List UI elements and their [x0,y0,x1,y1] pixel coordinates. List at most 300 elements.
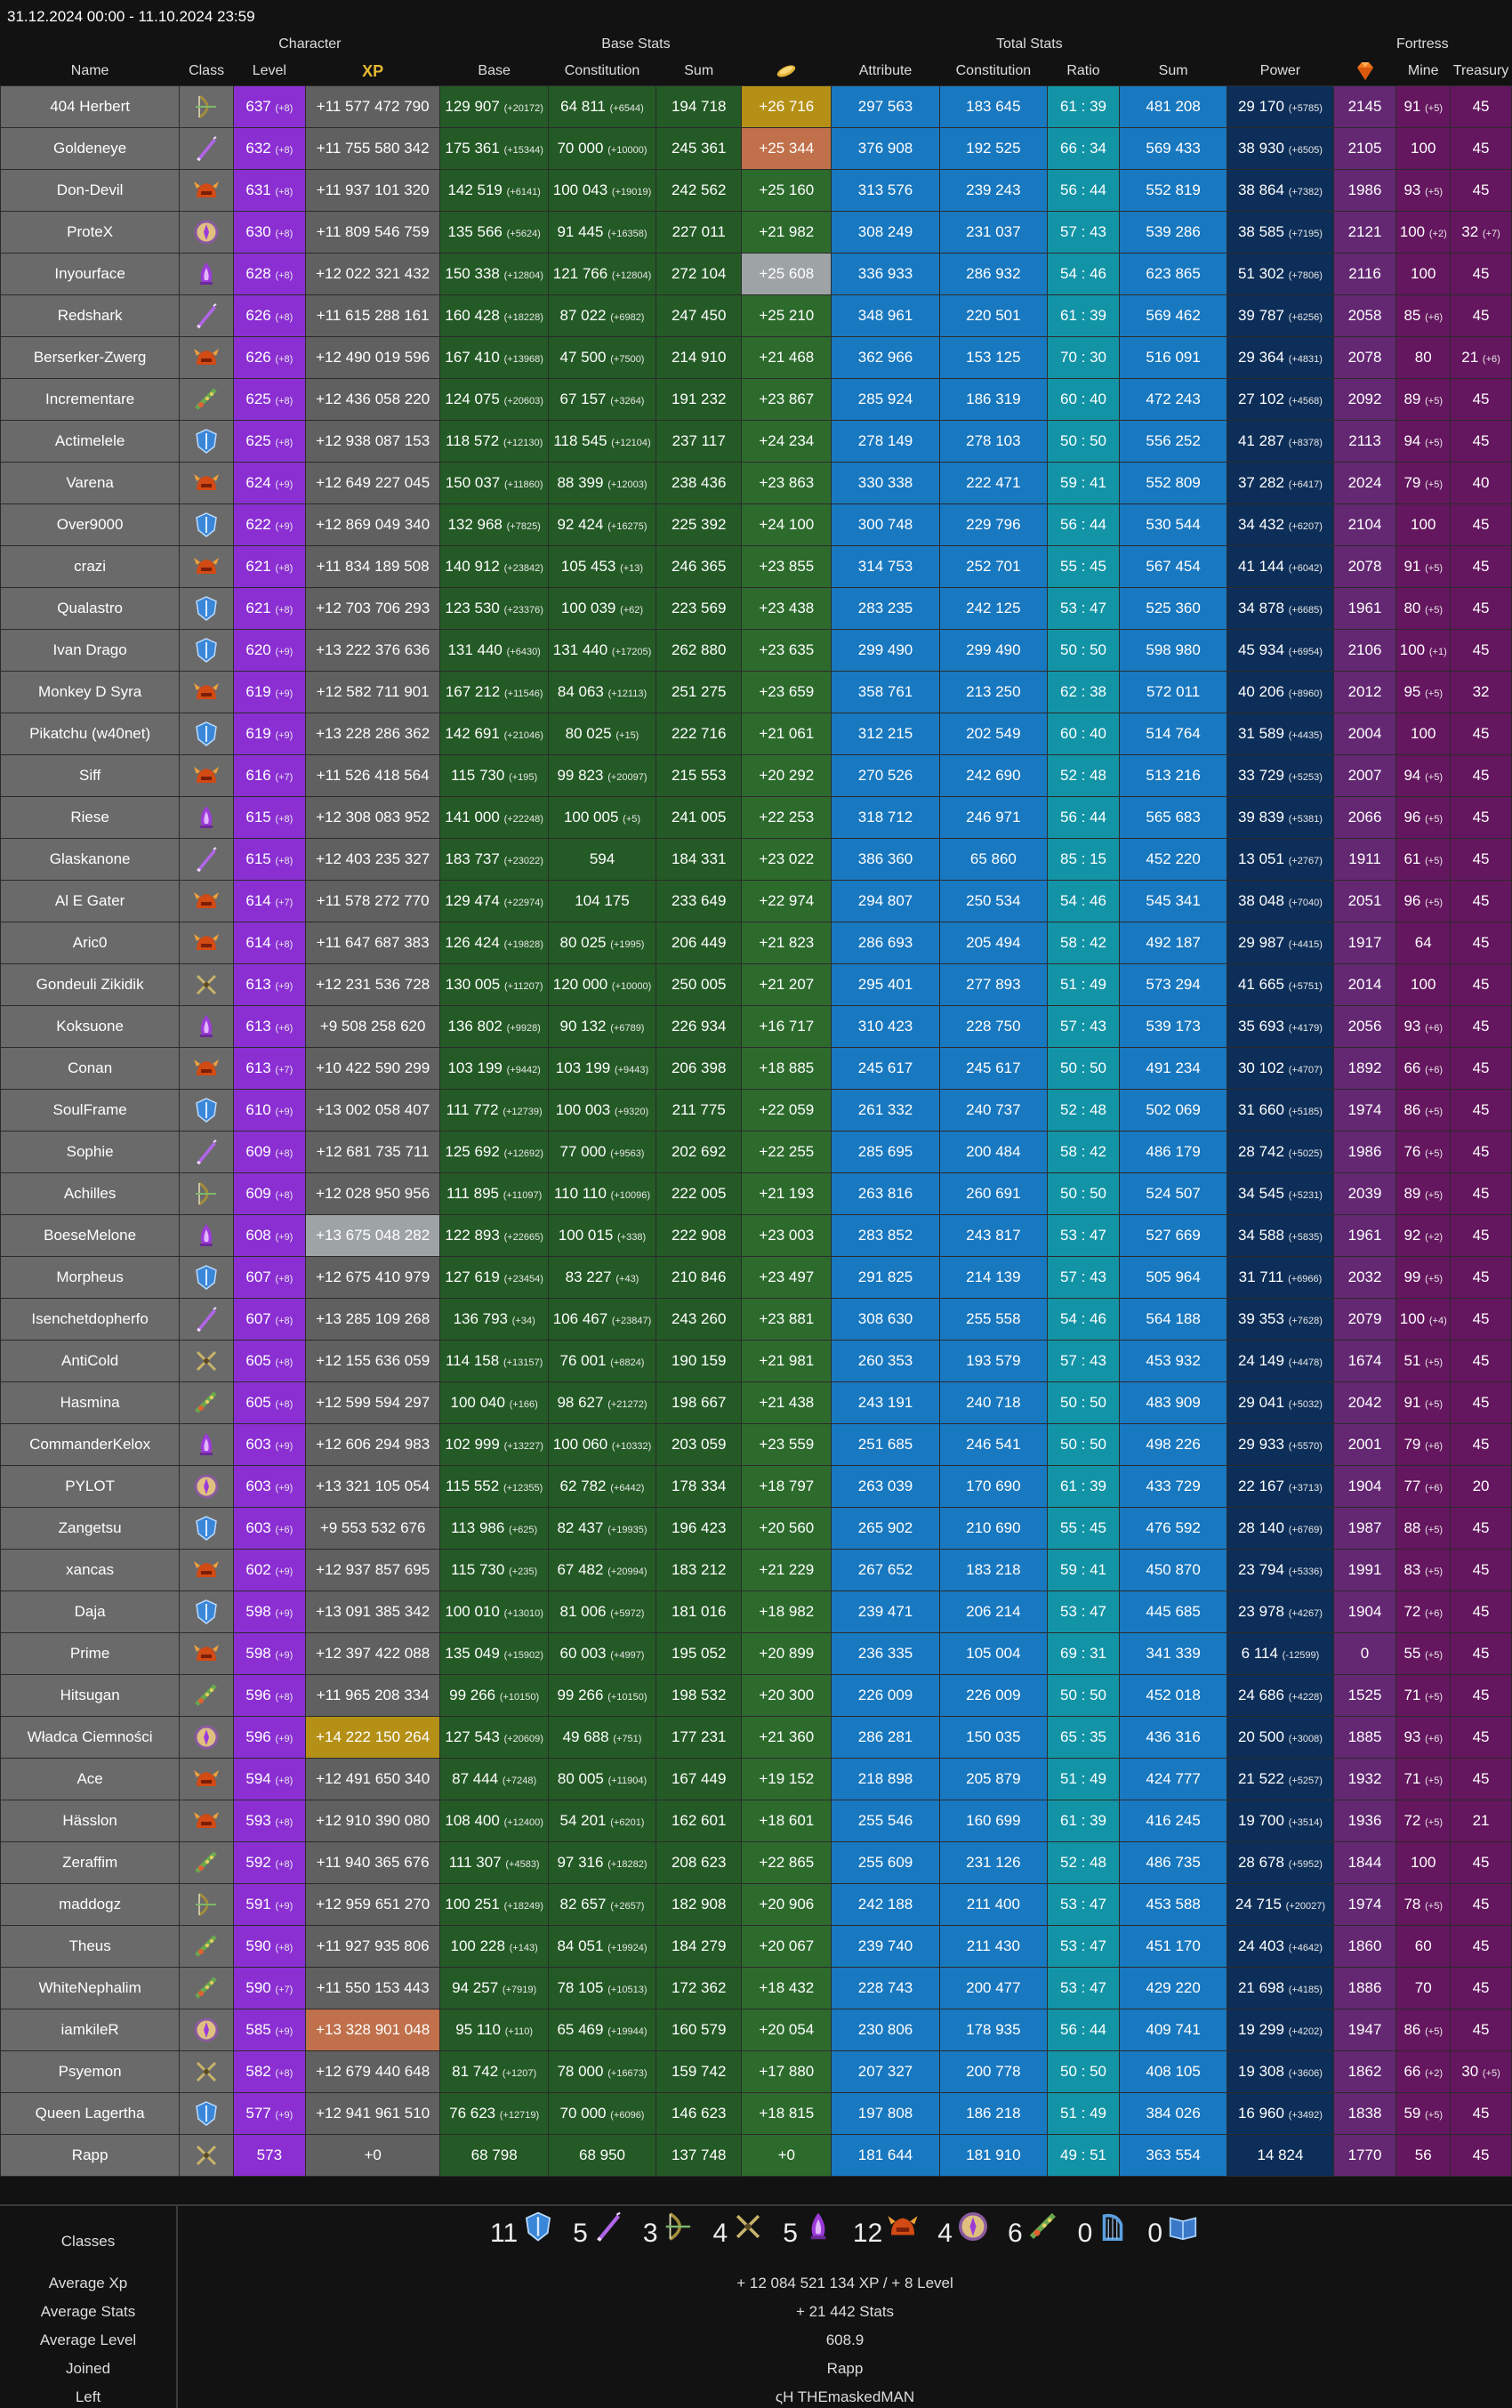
table-row[interactable] [1,2050,1512,2092]
table-row[interactable] [1,127,1512,169]
xp-cell-value: +12 941 961 510 [316,2104,430,2122]
table-row[interactable] [1,1005,1512,1047]
table-row[interactable] [1,1591,1512,1632]
col-base[interactable]: Base [440,58,548,85]
level-cell-value: 637 [245,97,271,115]
fortress-cell [1333,2134,1396,2176]
mine-cell-delta: (+5) [1425,1273,1443,1285]
table-row[interactable] [1,1674,1512,1716]
constitution-cell-value: 82 437 [557,1518,604,1536]
player-name[interactable] [1,211,180,253]
constitution-cell-delta: (+9443) [614,1064,649,1075]
col-total-constitution[interactable]: Constitution [939,58,1047,85]
fortress-cell [1333,1800,1396,1841]
table-row[interactable] [1,1967,1512,2009]
table-row[interactable] [1,838,1512,880]
player-name[interactable] [1,1716,180,1758]
mine-cell-value: 66 [1403,1059,1421,1076]
player-name[interactable] [1,1549,180,1591]
player-name[interactable] [1,336,180,378]
table-row[interactable] [1,1131,1512,1172]
table-row[interactable] [1,1716,1512,1758]
bonus-cell [742,1549,832,1591]
treasury-cell [1451,1005,1512,1047]
col-power[interactable]: Power [1227,58,1333,85]
table-row[interactable] [1,1047,1512,1089]
attribute-cell [832,378,939,420]
mine-cell-delta: (+2) [1425,2067,1443,2079]
col-bonus[interactable] [742,58,832,85]
table-row[interactable] [1,1841,1512,1883]
total-sum-cell [1119,1423,1226,1465]
avg-stats-label: Average Stats [40,2303,136,2320]
player-name[interactable] [1,1800,180,1841]
player-name[interactable] [1,1005,180,1047]
ratio-cell-value: 53 : 47 [1059,1226,1106,1244]
player-name[interactable] [1,169,180,211]
player-name[interactable] [1,838,180,880]
col-level[interactable]: Level [233,58,305,85]
xp-cell [305,1256,440,1298]
level-cell-delta: (+9) [275,1440,294,1452]
player-name[interactable] [1,1340,180,1381]
attribute-cell [832,1340,939,1381]
bonus-cell-value: +23 022 [759,850,815,867]
fortress-cell-value: 1674 [1347,1351,1382,1369]
ratio-cell-value: 69 : 31 [1059,1644,1106,1662]
sum-cell [656,169,742,211]
table-row[interactable] [1,378,1512,420]
table-row[interactable] [1,85,1512,127]
base-cell [440,2050,548,2092]
player-name[interactable] [1,1047,180,1089]
level-cell-value: 603 [245,1518,271,1536]
class-cell [180,1925,234,1967]
base-cell-delta: (+34) [511,1315,535,1326]
level-cell-value: 622 [245,515,271,533]
ratio-cell-value: 55 : 45 [1059,557,1106,575]
treasury-cell [1451,754,1512,796]
level-cell [233,1674,305,1716]
table-row[interactable] [1,880,1512,922]
player-name[interactable] [1,1967,180,2009]
player-name[interactable] [1,629,180,671]
berserker-icon [192,176,221,205]
total-constitution-cell-value: 255 558 [966,1309,1021,1327]
table-row[interactable] [1,1507,1512,1549]
mine-cell [1396,922,1451,963]
constitution-cell-value: 97 316 [557,1853,604,1871]
base-cell [440,713,548,754]
player-name[interactable] [1,1507,180,1549]
class-count-item [1078,2217,1130,2251]
power-cell-value: 24 403 [1237,1937,1284,1954]
base-cell-value: 124 075 [445,390,500,407]
player-name[interactable] [1,1632,180,1674]
power-cell-delta: (+20027) [1285,1900,1325,1912]
total-constitution-cell [939,1340,1047,1381]
xp-cell-value: +12 028 950 956 [316,1184,430,1202]
base-cell-delta: (+10150) [499,1691,540,1703]
player-name[interactable] [1,1465,180,1507]
col-name[interactable]: Name [1,58,180,85]
constitution-cell-value: 49 688 [562,1727,609,1745]
table-row[interactable] [1,1632,1512,1674]
player-name-text: Glaskanone [49,850,131,867]
base-cell-delta: (+235) [509,1566,538,1577]
xp-cell-value: +12 681 735 711 [316,1142,430,1160]
left-value: ςH THEmaskedMAN [775,2388,915,2405]
scout-icon [192,1347,221,1375]
ratio-cell-value: 51 : 49 [1059,1769,1106,1787]
xp-cell [305,754,440,796]
class-count-value: 5 [573,2219,588,2248]
base-cell [440,336,548,378]
total-sum-cell-value: 486 179 [1146,1142,1201,1160]
table-row[interactable] [1,545,1512,587]
bonus-cell [742,253,832,294]
player-name[interactable] [1,462,180,503]
player-name[interactable] [1,1758,180,1800]
attribute-cell [832,127,939,169]
player-name[interactable] [1,253,180,294]
level-cell-delta: (+7) [275,771,294,783]
assassin-icon [192,1305,221,1333]
level-cell [233,1256,305,1298]
table-row[interactable] [1,1256,1512,1298]
base-cell-value: 100 251 [445,1895,500,1913]
table-row[interactable] [1,2009,1512,2050]
power-cell-value: 29 170 [1237,97,1284,115]
player-name[interactable] [1,1591,180,1632]
level-cell-value: 598 [245,1644,271,1662]
attribute-cell-value: 308 249 [857,222,913,240]
table-row[interactable] [1,587,1512,629]
total-sum-cell [1119,1465,1226,1507]
fortress-cell [1333,1256,1396,1298]
table-row[interactable] [1,713,1512,754]
mine-cell-value: 78 [1403,1895,1421,1913]
treasury-cell [1451,1089,1512,1131]
power-cell [1227,963,1333,1005]
mine-cell-delta: (+6) [1425,1733,1443,1744]
mine-cell [1396,1089,1451,1131]
player-name[interactable] [1,1674,180,1716]
xp-cell [305,545,440,587]
sum-cell [656,294,742,336]
constitution-cell-value: 67 157 [559,390,607,407]
table-row[interactable] [1,1758,1512,1800]
table-row[interactable] [1,671,1512,713]
player-name[interactable] [1,1256,180,1298]
assassin-icon [591,2210,625,2243]
mine-cell-delta: (+5) [1425,1816,1443,1828]
level-cell-delta: (+8) [275,311,294,323]
sum-cell-value: 243 260 [671,1309,727,1327]
table-row[interactable] [1,211,1512,253]
player-name-text: Al E Gater [54,891,125,909]
table-row[interactable] [1,1172,1512,1214]
xp-cell [305,1005,440,1047]
player-name[interactable] [1,880,180,922]
level-cell [233,1632,305,1674]
sum-cell-value: 226 934 [671,1017,727,1035]
fortress-cell-value: 1986 [1347,181,1382,198]
attribute-cell [832,1967,939,2009]
xp-cell-value: +12 308 083 952 [316,808,430,825]
sum-cell-value: 198 667 [671,1393,727,1411]
table-row[interactable] [1,1340,1512,1381]
attribute-cell-value: 308 630 [857,1309,913,1327]
xp-cell [305,420,440,462]
player-name[interactable] [1,2134,180,2176]
col-class[interactable]: Class [180,58,234,85]
player-name[interactable] [1,1423,180,1465]
table-row[interactable] [1,1214,1512,1256]
class-cell [180,963,234,1005]
bonus-cell-value: +23 559 [759,1435,815,1453]
berserker-icon [192,887,221,915]
base-cell [440,253,548,294]
treasury-cell [1451,1549,1512,1591]
table-row[interactable] [1,2134,1512,2176]
treasury-cell-value: 45 [1472,1769,1490,1787]
demon-hunter-icon [192,218,221,246]
mine-cell-value: 100 [1399,640,1426,658]
ratio-cell [1048,796,1120,838]
total-sum-cell-value: 552 819 [1146,181,1201,198]
col-attribute[interactable]: Attribute [832,58,939,85]
constitution-cell-value: 121 766 [552,264,608,282]
sum-cell-value: 172 362 [671,1978,727,1996]
attribute-cell-value: 310 423 [857,1017,913,1035]
level-cell-delta: (+8) [275,1315,294,1326]
mine-cell-value: 100 [1411,515,1436,533]
table-row[interactable] [1,420,1512,462]
attribute-cell [832,1549,939,1591]
player-name[interactable] [1,378,180,420]
total-constitution-cell-value: 278 103 [966,431,1021,449]
treasury-cell-value: 45 [1472,97,1490,115]
xp-icon: XP [362,61,384,80]
table-row[interactable] [1,629,1512,671]
mine-cell-value: 96 [1403,808,1421,825]
player-name[interactable] [1,1131,180,1172]
berserker-icon [886,2210,920,2243]
player-name[interactable] [1,963,180,1005]
power-cell [1227,1800,1333,1841]
player-name[interactable] [1,127,180,169]
constitution-cell-delta: (+43) [615,1273,639,1285]
table-row[interactable] [1,1465,1512,1507]
mine-cell-value: 72 [1403,1602,1421,1620]
mine-cell [1396,1800,1451,1841]
constitution-cell-value: 92 424 [557,515,604,533]
player-name[interactable] [1,503,180,545]
class-cell [180,587,234,629]
player-name[interactable] [1,1841,180,1883]
power-cell [1227,1131,1333,1172]
table-row[interactable] [1,754,1512,796]
total-sum-cell-value: 530 544 [1146,515,1201,533]
xp-cell-value: +12 155 636 059 [316,1351,430,1369]
level-cell-value: 596 [245,1686,271,1703]
player-name[interactable] [1,2050,180,2092]
table-row[interactable] [1,1549,1512,1591]
player-name[interactable] [1,754,180,796]
col-treasury[interactable]: Treasury [1451,58,1512,85]
mine-cell-value: 92 [1403,1226,1421,1244]
base-cell [440,169,548,211]
constitution-cell-value: 100 043 [552,181,608,198]
player-name[interactable] [1,713,180,754]
total-sum-cell [1119,1967,1226,2009]
col-total-sum[interactable]: Sum [1119,58,1226,85]
player-name[interactable] [1,796,180,838]
table-row[interactable] [1,253,1512,294]
col-mine[interactable]: Mine [1396,58,1451,85]
base-cell [440,880,548,922]
power-cell-value: 28 742 [1237,1142,1284,1160]
level-cell [233,754,305,796]
player-name[interactable] [1,1883,180,1925]
table-row[interactable] [1,503,1512,545]
player-name[interactable] [1,294,180,336]
attribute-cell [832,963,939,1005]
bonus-cell [742,880,832,922]
table-row[interactable] [1,2092,1512,2134]
attribute-cell [832,1716,939,1758]
base-cell-value: 94 257 [452,1978,499,1996]
player-name[interactable] [1,545,180,587]
mine-cell [1396,85,1451,127]
total-sum-cell-value: 564 188 [1146,1309,1201,1327]
mine-cell-delta: (+5) [1425,1148,1443,1159]
player-name[interactable] [1,671,180,713]
sum-cell-value: 184 331 [671,850,727,867]
power-cell [1227,378,1333,420]
total-sum-cell [1119,1214,1226,1256]
mine-cell-delta: (+5) [1425,1106,1443,1117]
table-row[interactable] [1,1883,1512,1925]
table-row[interactable] [1,336,1512,378]
constitution-cell [548,420,655,462]
player-name[interactable] [1,587,180,629]
total-constitution-cell [939,963,1047,1005]
level-cell-delta: (+9) [275,2025,294,2037]
table-row[interactable] [1,1925,1512,1967]
mine-cell-delta: (+5) [1425,395,1443,407]
treasury-cell [1451,1381,1512,1423]
player-name[interactable] [1,1925,180,1967]
col-fortress[interactable] [1333,58,1396,85]
table-row[interactable] [1,1381,1512,1423]
player-name[interactable] [1,1214,180,1256]
ratio-cell [1048,1381,1120,1423]
bonus-cell [742,838,832,880]
player-name[interactable] [1,1298,180,1340]
constitution-cell [548,503,655,545]
level-cell-value: 598 [245,1602,271,1620]
table-row[interactable] [1,1423,1512,1465]
base-cell [440,1047,548,1089]
player-name[interactable] [1,2009,180,2050]
xp-cell [305,1800,440,1841]
mine-cell [1396,1131,1451,1172]
table-row[interactable] [1,462,1512,503]
constitution-cell-delta: (+10332) [611,1440,652,1452]
table-row[interactable] [1,922,1512,963]
base-cell [440,211,548,253]
total-sum-cell-value: 527 669 [1146,1226,1201,1244]
table-row[interactable] [1,796,1512,838]
total-constitution-cell [939,671,1047,713]
player-name[interactable] [1,1172,180,1214]
xp-cell-value: +12 606 294 983 [316,1435,430,1453]
col-ratio[interactable]: Ratio [1048,58,1120,85]
col-xp[interactable] [305,58,440,85]
player-name-text: BoeseMelone [44,1226,137,1244]
player-name[interactable] [1,922,180,963]
treasury-cell [1451,838,1512,880]
attribute-cell-value: 270 526 [857,766,913,784]
player-name[interactable] [1,1089,180,1131]
constitution-cell [548,294,655,336]
power-cell-value: 27 102 [1237,390,1284,407]
total-constitution-cell [939,2092,1047,2134]
player-name[interactable] [1,85,180,127]
fortress-cell [1333,1423,1396,1465]
player-name[interactable] [1,420,180,462]
table-row[interactable] [1,294,1512,336]
treasury-cell-value: 45 [1472,1518,1490,1536]
attribute-cell-value: 242 188 [857,1895,913,1913]
power-cell-value: 30 102 [1237,1059,1284,1076]
mine-cell [1396,1841,1451,1883]
ratio-cell [1048,1214,1120,1256]
fortress-cell-value: 2032 [1347,1268,1382,1285]
col-sum[interactable]: Sum [656,58,742,85]
sum-cell [656,1131,742,1172]
base-cell-value: 140 912 [445,557,500,575]
table-row[interactable] [1,1089,1512,1131]
total-constitution-cell [939,1131,1047,1172]
xp-cell-value: +13 285 109 268 [316,1309,430,1327]
attribute-cell [832,1005,939,1047]
constitution-cell-value: 82 657 [559,1895,607,1913]
sum-cell-value: 159 742 [671,2062,727,2080]
player-name[interactable] [1,1381,180,1423]
player-name[interactable] [1,2092,180,2134]
total-sum-cell-value: 552 809 [1146,473,1201,491]
table-row[interactable] [1,1800,1512,1841]
table-row[interactable] [1,169,1512,211]
mine-cell-value: 56 [1414,2146,1432,2163]
class-cell [180,336,234,378]
total-constitution-cell [939,2050,1047,2092]
level-cell-delta: (+7) [275,1064,294,1075]
constitution-cell-delta: (+5) [623,813,641,825]
xp-cell-value: +12 491 650 340 [316,1769,430,1787]
table-row[interactable] [1,963,1512,1005]
col-constitution[interactable]: Constitution [548,58,655,85]
treasury-cell-value: 30 [1461,2062,1479,2080]
treasury-cell [1451,503,1512,545]
bonus-cell [742,671,832,713]
ratio-cell [1048,1507,1120,1549]
table-row[interactable] [1,1298,1512,1340]
mine-cell-value: 80 [1403,599,1421,616]
